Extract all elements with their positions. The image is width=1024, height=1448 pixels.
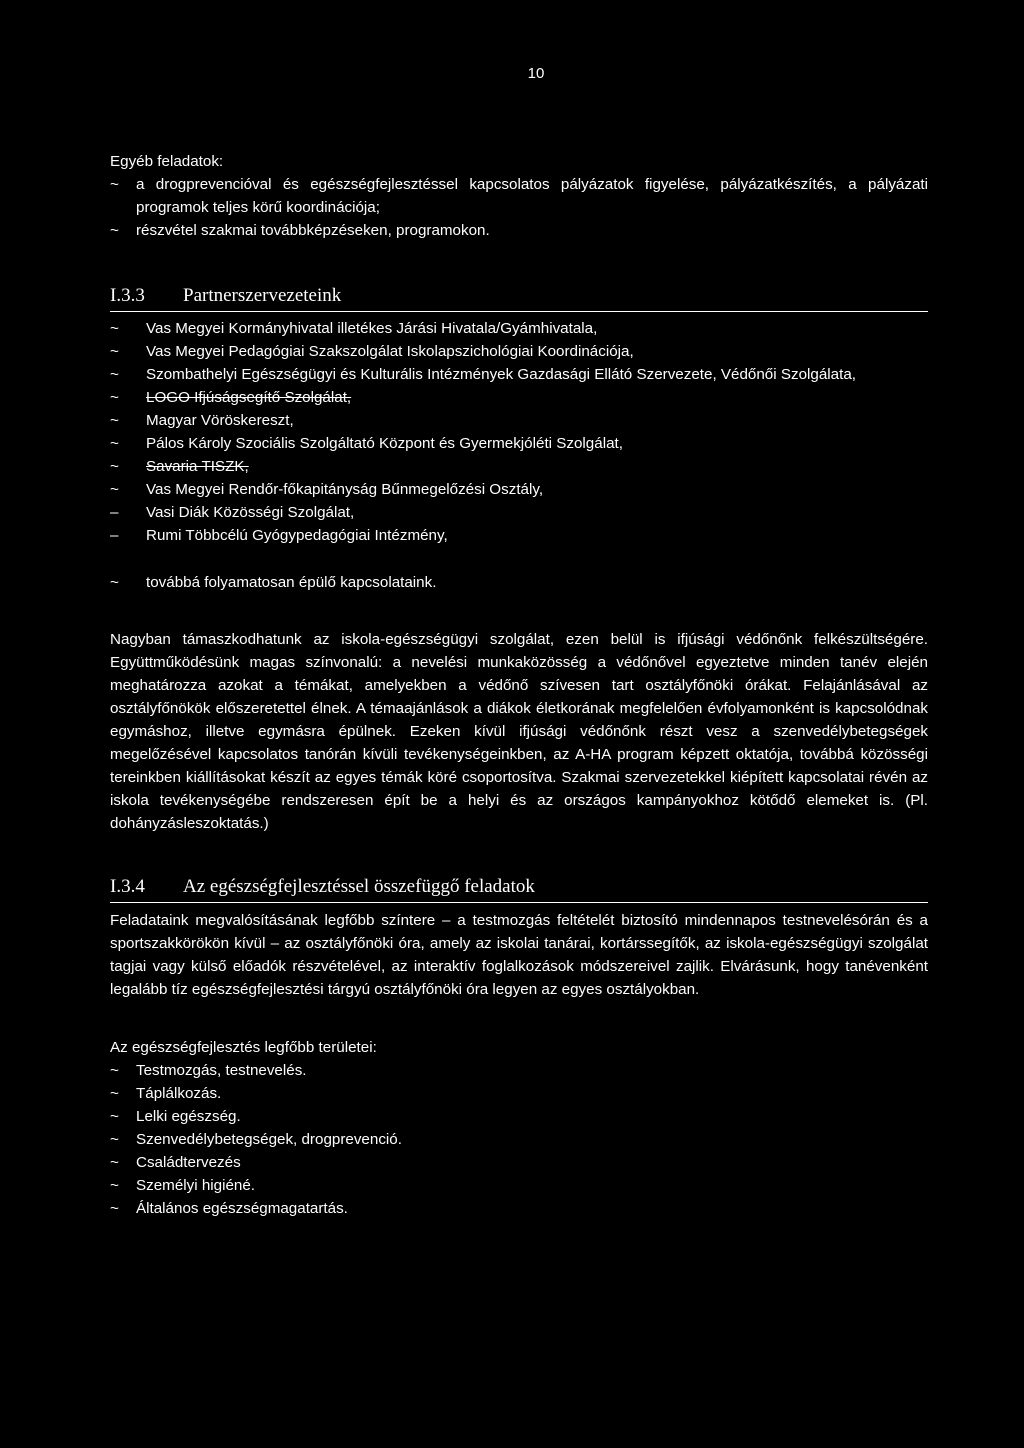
tilde-bullet: ~	[110, 1108, 119, 1125]
tilde-bullet: ~	[110, 343, 119, 360]
tilde-bullet: ~	[110, 222, 119, 239]
partner-name: Savaria TISZK,	[146, 458, 249, 475]
partner-name: Szombathelyi Egészségügyi és Kulturális Intézmények Gazdasági Ellátó Szervezete, Védőnői Szolgálata,	[146, 366, 856, 383]
partner-list-block	[110, 317, 928, 594]
section-heading-1-3-3	[110, 284, 928, 312]
section-heading	[110, 875, 928, 903]
partners-paragraph-block	[110, 628, 928, 835]
tilde-bullet: ~	[110, 435, 119, 452]
tilde-bullet: ~	[110, 1131, 119, 1148]
tilde-bullet: ~	[110, 320, 119, 337]
health-area-item	[110, 1174, 928, 1197]
tilde-bullet: –	[110, 504, 119, 521]
health-area-item	[110, 1151, 928, 1174]
section-title: Az egészségfejlesztéssel összefüggő feladatok	[183, 876, 535, 897]
partner-name: Rumi Többcélú Gyógypedagógiai Intézmény,	[146, 527, 448, 544]
tilde-bullet: ~	[110, 481, 119, 498]
partner-name: Vasi Diák Közösségi Szolgálat,	[146, 504, 355, 521]
tilde-bullet: ~	[110, 1177, 119, 1194]
health-areas-list	[110, 1059, 928, 1220]
health-area-label: Lelki egészség.	[136, 1108, 241, 1125]
partner-item	[110, 317, 928, 340]
health-area-label: Testmozgás, testnevelés.	[136, 1062, 307, 1079]
section-title: Partnerszervezeteink	[183, 285, 342, 306]
partner-name: Vas Megyei Kormányhivatal illetékes Járási Hivatala/Gyámhivatala,	[146, 320, 598, 337]
section-number: I.3.3	[110, 285, 145, 306]
tilde-bullet: ~	[110, 574, 119, 591]
partners-paragraph: Nagyban támaszkodhatunk az iskola-egészségügyi szolgálat, ezen belül is ifjúsági védőnőnk felkészültségére. Együttműködésünk magas színvonalú: a nevelési munkaközösség a védőnővel egyeztetve minden tanév elején meghatározza azokat a témákat, amelyekben a védőnő szívesen tart osztályfőnöki órákat. Felajánlásával az osztályfőnökök előszeretettel élnek. A témaajánlások a diákok életkorának megfelelően évfolyamonként is kapcsolódnak egymáshoz, illetve egymásra épülnek. Ezeken kívül ifjúsági védőnőnk részt vesz a szenvedélybetegségek megelőzésével kapcsolatos tanórán kívüli tevékenységeinkben, az A-HA program képzett oktatója, továbbá közösségi tereinkben kiállításokat készít az egyes témák köré csoportosítva. Szakmai szervezetekkel kiépített kapcsolatai révén az iskola tevékenységébe rendszeresen épít be a helyi és az országos kampányokhoz kötődő elemeket is. (Pl. dohányzásleszoktatás.)	[110, 631, 928, 832]
partner-item	[110, 363, 928, 386]
other-tasks-title: Egyéb feladatok:	[110, 153, 224, 170]
health-area-label: Családtervezés	[136, 1154, 241, 1171]
other-tasks-list	[110, 173, 928, 242]
other-tasks-block	[110, 150, 928, 242]
health-area-label: Személyi higiéné.	[136, 1177, 256, 1194]
health-area-item	[110, 1197, 928, 1220]
partner-name: LOGO Ifjúságsegítő Szolgálat,	[146, 389, 352, 406]
health-area-item	[110, 1128, 928, 1151]
partner-item	[110, 455, 928, 478]
partner-name: Vas Megyei Pedagógiai Szakszolgálat Iskolapszichológiai Koordinációja,	[146, 343, 634, 360]
tilde-bullet: ~	[110, 1200, 119, 1217]
partner-item	[110, 386, 928, 409]
tilde-bullet: ~	[110, 366, 119, 383]
tilde-bullet: ~	[110, 176, 119, 193]
partner-item	[110, 478, 928, 501]
health-area-label: Táplálkozás.	[136, 1085, 222, 1102]
page-number: 10	[527, 65, 545, 82]
partner-item	[110, 524, 928, 547]
health-areas-title: Az egészségfejlesztés legfőbb területei:	[110, 1039, 377, 1056]
health-area-label: Általános egészségmagatartás.	[136, 1200, 348, 1217]
health-area-item	[110, 1105, 928, 1128]
health-area-item	[110, 1059, 928, 1082]
section-heading	[110, 284, 928, 312]
partner-name: Magyar Vöröskereszt,	[146, 412, 294, 429]
tilde-bullet: ~	[110, 412, 119, 429]
list-item: ~ továbbá folyamatosan épülő kapcsolataink.	[110, 571, 928, 594]
partner-name: Vas Megyei Rendőr-főkapitányság Bűnmegelőzési Osztály,	[146, 481, 544, 498]
list-item: ~ a drogprevencióval és egészségfejlesztéssel kapcsolatos pályázatok figyelése, pályázatkészítés, a pályázati programok teljes körű koordinációja;	[110, 173, 928, 219]
section-heading-1-3-4	[110, 875, 928, 903]
section-number: I.3.4	[110, 876, 145, 897]
tilde-bullet: ~	[110, 458, 119, 475]
health-areas-block	[110, 1036, 928, 1220]
tilde-bullet: ~	[110, 389, 119, 406]
partner-item	[110, 340, 928, 363]
health-area-label: Szenvedélybetegségek, drogprevenció.	[136, 1131, 402, 1148]
tilde-bullet: ~	[110, 1062, 119, 1079]
partner-extra-list	[110, 571, 928, 594]
tilde-bullet: –	[110, 527, 119, 544]
partner-item	[110, 409, 928, 432]
list-item: ~ részvétel szakmai továbbképzéseken, programokon.	[110, 219, 928, 242]
tilde-bullet: ~	[110, 1154, 119, 1171]
health-area-item	[110, 1082, 928, 1105]
health-tasks-paragraph: Feladataink megvalósításának legfőbb színtere – a testmozgás feltételét biztosító mindennapos testnevelésórán és a sportszakkörökön kívül – az osztályfőnöki óra, amely az iskolai tanárai, kortárssegítők, az iskola-egészségügyi szolgálat tagjai vagy külső előadók részvételével, az interaktív foglalkozások módszereivel zajlik. Elvárásunk, hogy tanévenként legalább tíz egészségfejlesztési tárgyú osztályfőnöki óra legyen az egyes osztályokban.	[110, 912, 928, 998]
partner-item	[110, 432, 928, 455]
partner-item	[110, 501, 928, 524]
tilde-bullet: ~	[110, 1085, 119, 1102]
partner-list	[110, 317, 928, 547]
partner-name: Pálos Károly Szociális Szolgáltató Központ és Gyermekjóléti Szolgálat,	[146, 435, 623, 452]
health-tasks-paragraph-block	[110, 909, 928, 1001]
